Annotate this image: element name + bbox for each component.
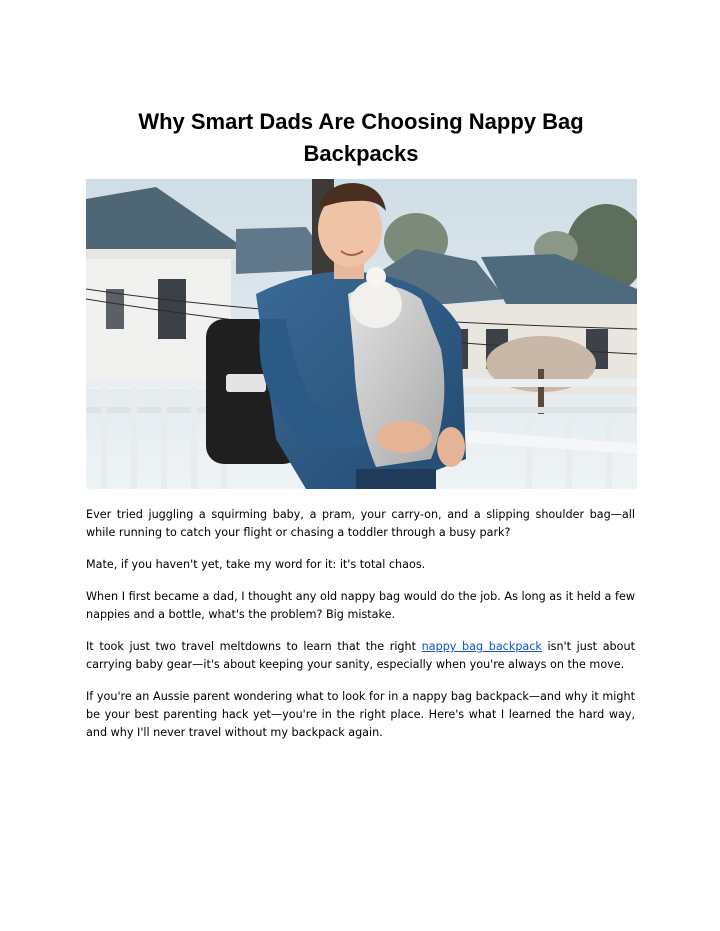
- paragraph-first-dad: When I first became a dad, I thought any old nappy bag would do the job. As long as it held a few nappies and a bottle, what's the problem? Big mistake.: [86, 590, 635, 621]
- article-body: [86, 506, 635, 756]
- article-title: Why Smart Dads Are Choosing Nappy Bag Backpacks: [138, 109, 584, 166]
- paragraph-meltdowns-before: It took just two travel meltdowns to learn that the right: [86, 640, 422, 653]
- paragraph-aussie-parent: If you're an Aussie parent wondering what to look for in a nappy bag backpack—and why it might be your best parenting hack yet—you're in the right place. Here's what I learned the hard way, and why I'll never travel without my backpack again.: [86, 690, 635, 739]
- nappy-bag-backpack-link[interactable]: nappy bag backpack: [421, 640, 542, 653]
- hero-image: [86, 179, 637, 489]
- paragraph-meltdowns: [86, 638, 635, 674]
- paragraph-meltdowns-after: isn't just about carrying baby gear—it's about keeping your sanity, especially when you're always on the move.: [86, 640, 635, 671]
- hero-photo-illustration: [86, 179, 637, 489]
- paragraph-intro: Ever tried juggling a squirming baby, a pram, your carry-on, and a slipping shoulder bag—all while running to catch your flight or chasing a toddler through a busy park?: [86, 508, 635, 539]
- paragraph-chaos: Mate, if you haven't yet, take my word for it: it's total chaos.: [86, 558, 426, 571]
